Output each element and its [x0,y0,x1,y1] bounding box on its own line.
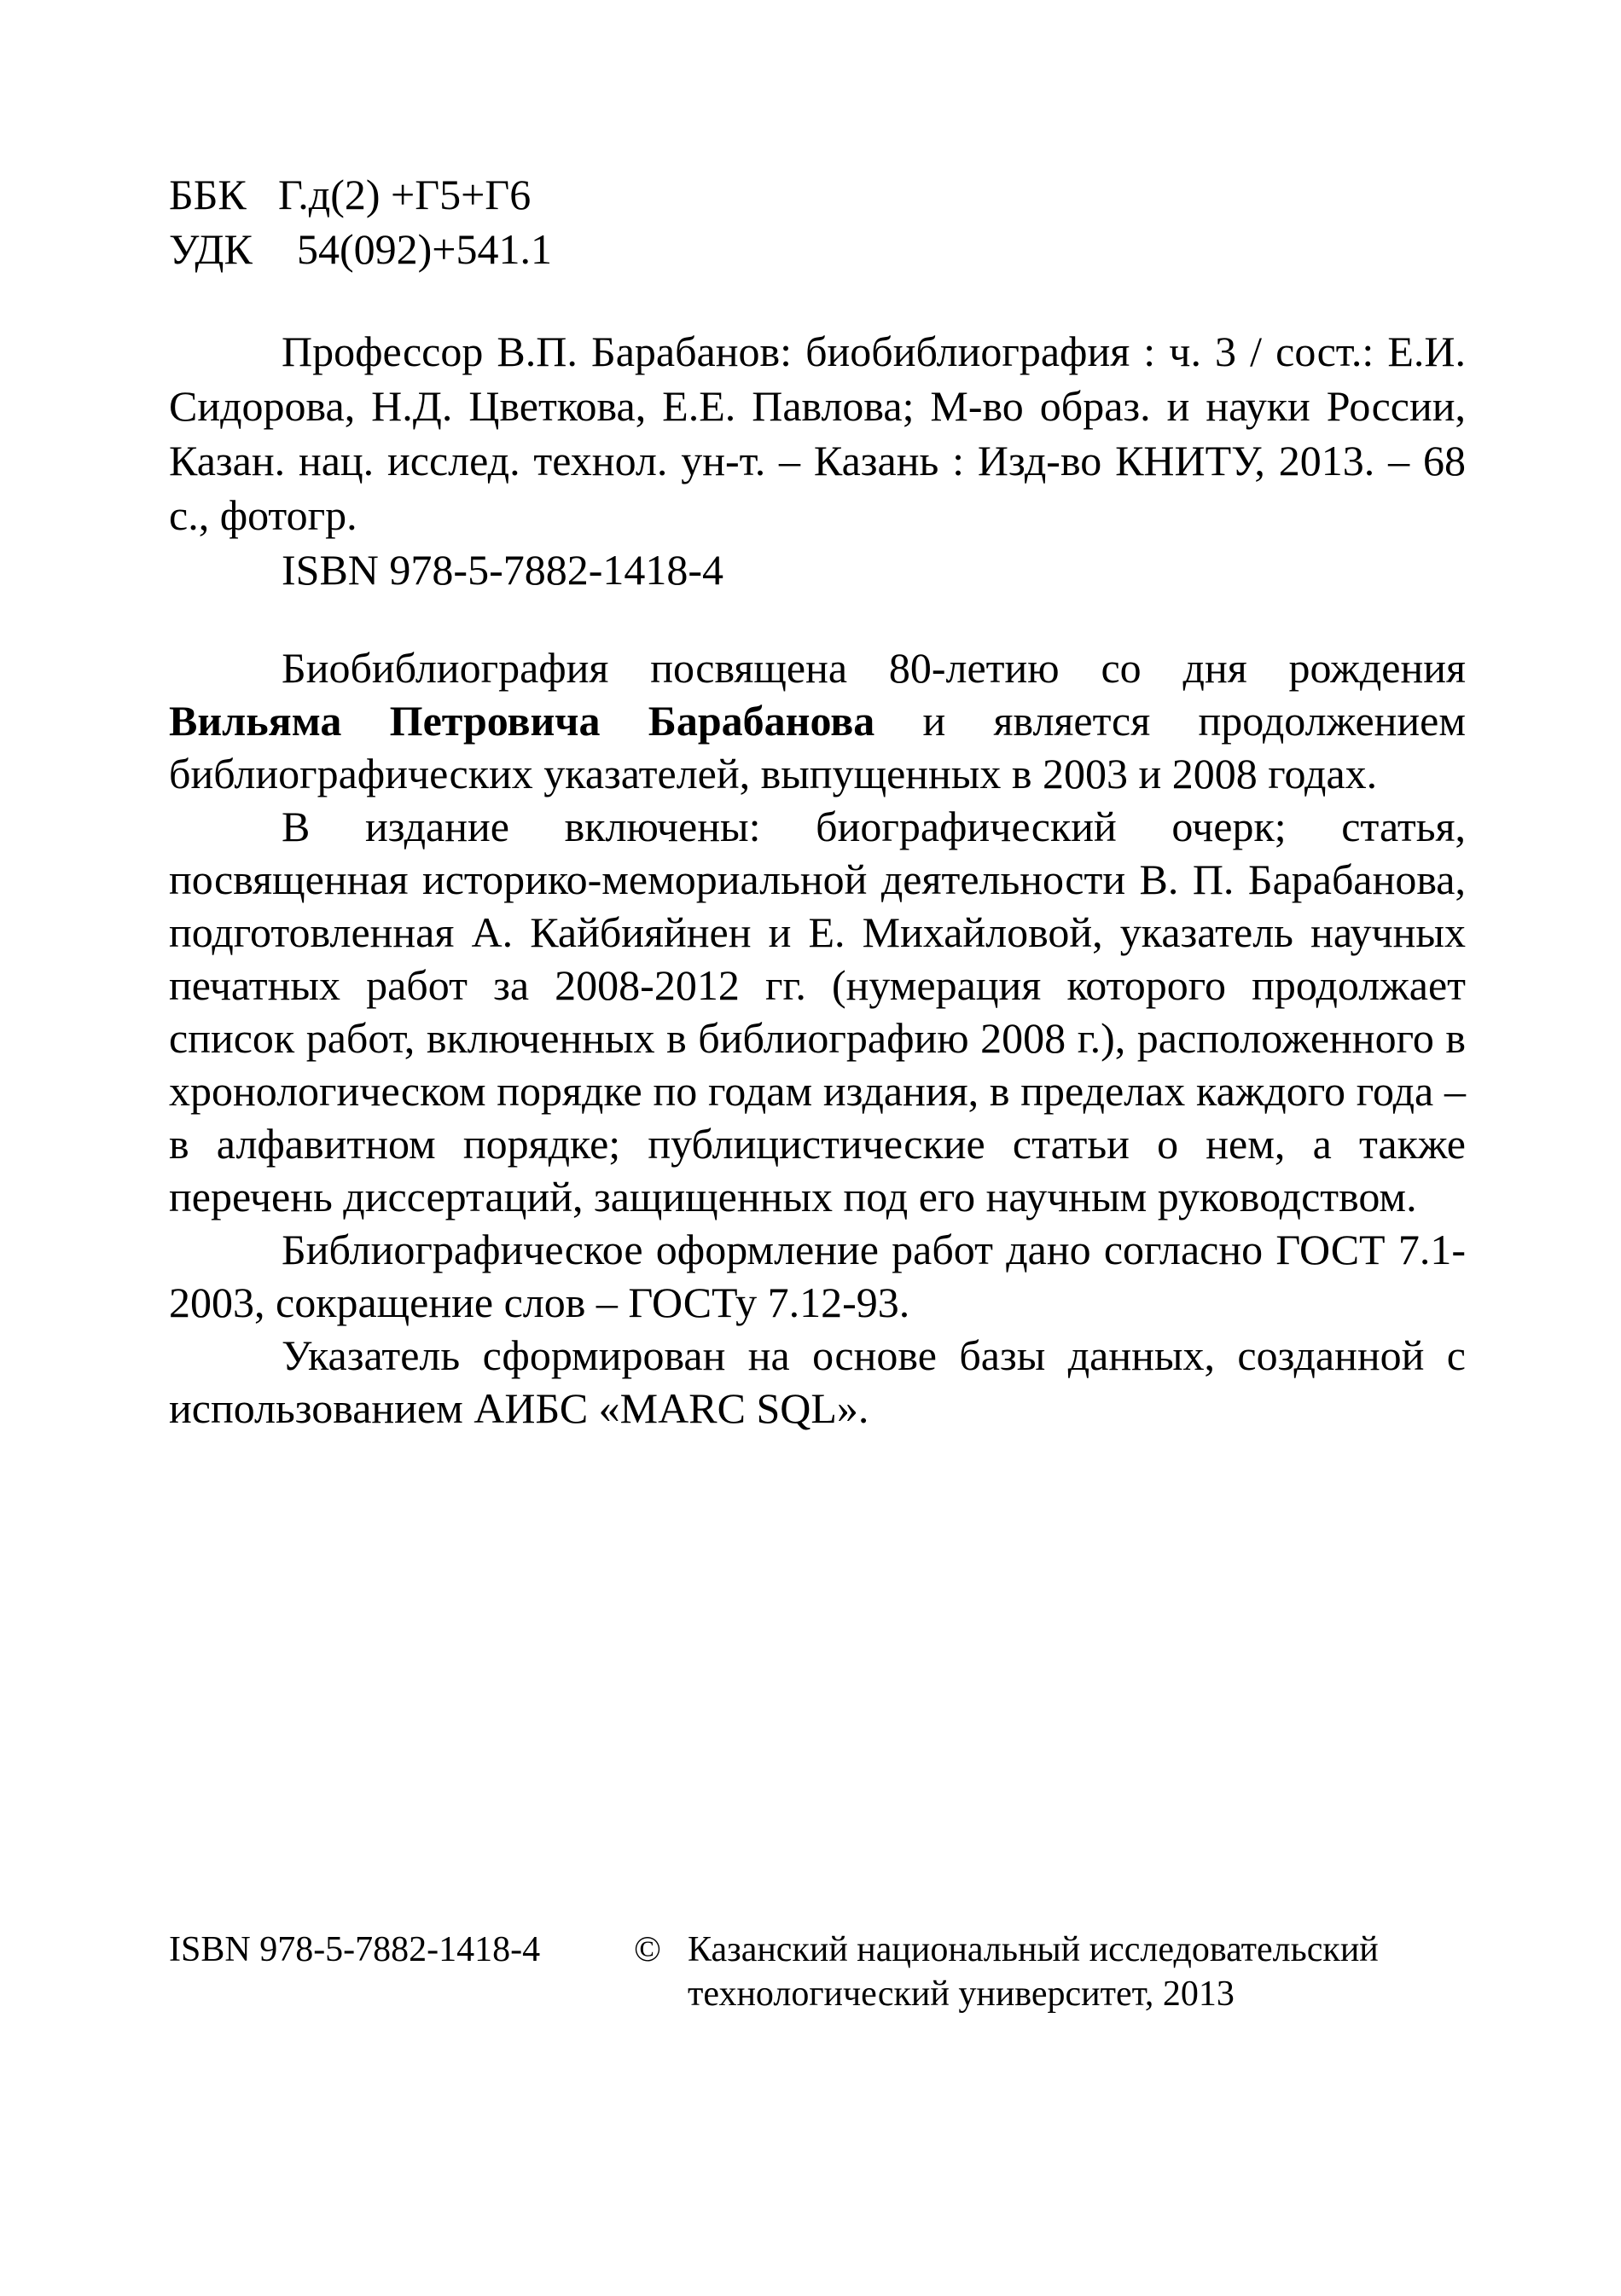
bibliographic-description: Профессор В.П. Барабанов: биобиблиография : ч. 3 / сост.: Е.И. Сидорова, Н.Д. Цветкова, Е.Е. Павлова; М-во образ. и науки России, Казан. нац. исслед. технол. ун-т. – Казань : Изд-во КНИТУ, 2013. – 68 с., фотогр. [169,328,1466,539]
annotation-paragraph-1 [169,641,1466,800]
honoree-name: Вильяма Петровича Барабанова [169,697,875,745]
annotation-p1-after: и является продолжением библиографических указателей, выпущенных в 2003 и 2008 годах. [169,697,1466,797]
bbk-value: Г.д(2) +Г5+Г6 [278,171,532,218]
annotation-paragraph-4: Указатель сформирован на основе базы данных, созданной с использованием АИБС «MARC SQL». [169,1331,1466,1432]
annotation-p1-before: Биобиблиография посвящена 80-летию со дня рождения [282,644,1466,692]
annotation-paragraph-2: В издание включены: биографический очерк; статья, посвященная историко-мемориальной деятельности В. П. Барабанова, подготовленная А. Кайбияйнен и Е. Михайловой, указатель научных печатных работ за 2008-2012 гг. (нумерация которого продолжает список работ, включенных в библиографию 2008 г.), расположенного в хронологическом порядке по годам издания, в пределах каждого года – в алфавитном порядке; публицистические статьи о нем, а также перечень диссертаций, защищенных под его научным руководством. [169,803,1466,1220]
bbk-label: ББК [169,171,247,218]
udk-line [169,222,1466,276]
udk-label: УДК [169,225,253,273]
annotation [169,641,1466,1435]
bibliographic-record [169,324,1466,597]
copyright-holder [688,1928,1455,2016]
record-isbn: ISBN 978-5-7882-1418-4 [282,546,724,594]
footer-isbn: ISBN 978-5-7882-1418-4 [169,1930,541,1969]
copyright-sign: © [634,1930,661,1969]
classification-block [169,167,1466,276]
copyright-holder-line-2: технологический университет, 2013 [688,1974,1235,2014]
annotation-paragraph-3: Библиографическое оформление работ дано согласно ГОСТ 7.1-2003, сокращение слов – ГОСТу 7.12-93. [169,1226,1466,1326]
bbk-line [169,167,1466,222]
udk-value: 54(092)+541.1 [297,225,552,273]
copyright-holder-line-1: Казанский национальный исследовательский [688,1930,1379,1969]
